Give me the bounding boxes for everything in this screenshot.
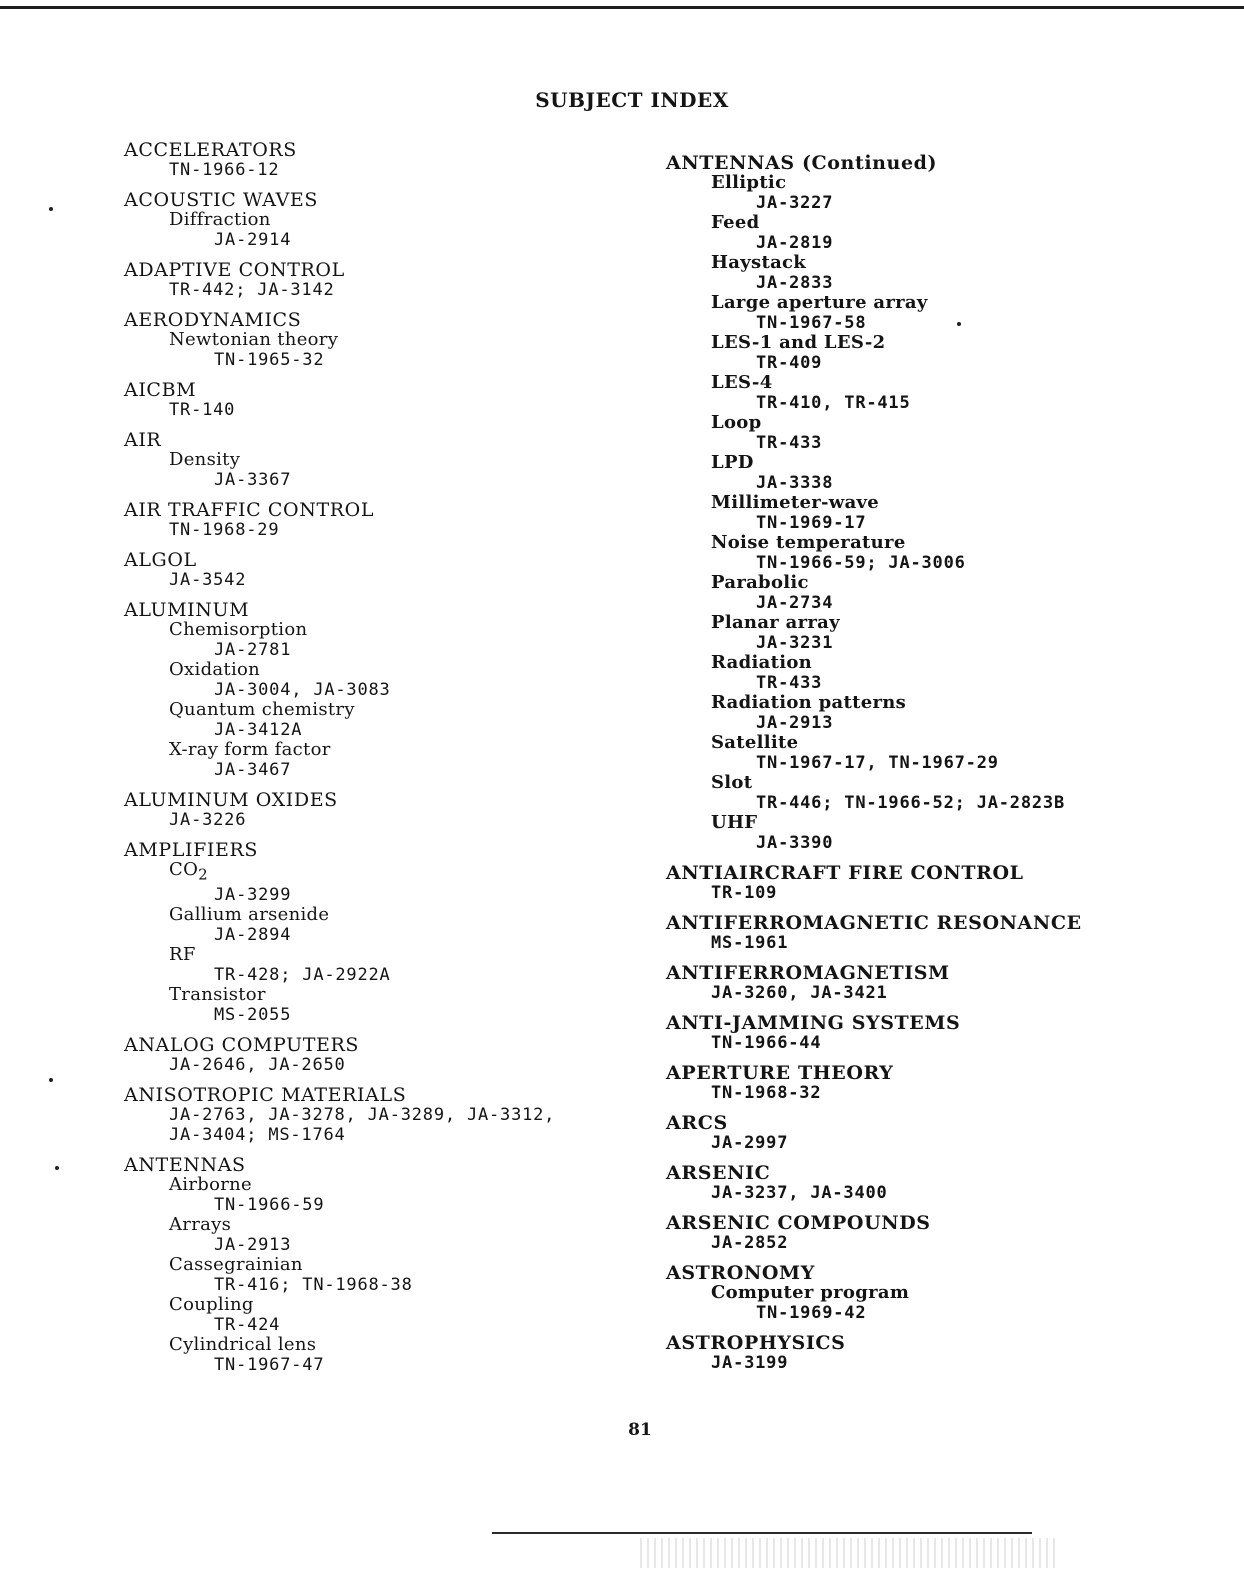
index-reference: JA-2734 [756,593,834,613]
index-reference: TR-416; TN-1968-38 [214,1274,413,1295]
index-entry [124,430,624,490]
index-subentry [124,450,624,490]
index-entry [124,790,624,830]
index-reference: JA-2894 [214,924,292,945]
subheading-label: Airborne [169,1173,252,1195]
index-subheading [169,210,624,230]
index-subheading [169,700,624,720]
index-subentry [666,173,1226,213]
index-reference: JA-2819 [756,233,834,253]
index-reference: JA-3404; MS-1764 [169,1124,346,1145]
index-reference: TR-140 [169,400,236,420]
index-heading: ACOUSTIC WAVES [124,189,318,211]
subheading-label: Quantum chemistry [169,699,355,720]
index-heading: ALUMINUM OXIDES [124,789,338,811]
index-reference: TR-442; JA-3142 [169,280,335,300]
index-subentry [666,413,1226,453]
subheading-label: RF [169,943,196,965]
index-heading: ASTRONOMY [666,1262,815,1284]
index-heading: ARSENIC COMPOUNDS [666,1212,931,1234]
index-heading: AIR [124,429,162,451]
subheading-label: Arrays [169,1213,232,1235]
index-reference: JA-3542 [169,570,247,590]
index-reference: JA-3004, JA-3083 [214,680,391,700]
subheading-label: Large aperture array [711,292,928,313]
index-subentry [124,700,624,740]
index-reference: JA-2781 [214,640,292,660]
index-heading: ALGOL [124,549,197,571]
index-heading: ANTIAIRCRAFT FIRE CONTROL [666,862,1024,884]
index-reference: TN-1969-42 [756,1303,867,1323]
index-subentry [666,573,1226,613]
index-subheading [711,773,1226,793]
index-heading: AIR TRAFFIC CONTROL [124,499,375,521]
subheading-label: Parabolic [711,572,809,593]
index-subheading [169,985,624,1005]
index-subheading [711,653,1226,673]
index-subheading [711,453,1226,473]
index-subentry [666,373,1226,413]
index-subentry [124,330,624,370]
subheading-label: Newtonian theory [169,329,339,350]
index-subentry [124,1295,624,1335]
index-subentry [666,773,1226,813]
index-reference: TN-1965-32 [214,350,325,370]
subheading-label: LES-4 [711,372,773,393]
index-reference: TN-1969-17 [756,513,867,533]
index-entry [124,310,624,370]
index-subentry [124,620,624,660]
index-heading: ANTENNAS [124,1153,246,1176]
index-entry [666,1013,1226,1053]
index-heading: ADAPTIVE CONTROL [124,259,345,281]
index-reference: TN-1966-59 [214,1194,325,1215]
subheading-label: Coupling [169,1293,254,1315]
index-heading: ANALOG COMPUTERS [124,1033,359,1056]
subheading-label: Cylindrical lens [169,1333,317,1355]
index-entry [666,1263,1226,1323]
index-subentry [666,493,1226,533]
index-heading: ACCELERATORS [124,139,297,161]
index-reference: JA-3412A [214,720,303,740]
index-heading: ASTROPHYSICS [666,1332,846,1354]
index-reference: JA-3467 [214,760,292,780]
index-heading: ANTI-JAMMING SYSTEMS [666,1012,961,1034]
subheading-label: Transistor [169,983,266,1005]
index-subentry [666,333,1226,373]
subheading-label: Planar array [711,612,840,633]
index-reference: JA-3231 [756,633,834,653]
index-entry [124,1035,624,1075]
subheading-label: Loop [711,412,762,433]
index-entry [666,1113,1226,1153]
index-reference: TR-424 [214,1314,281,1335]
index-reference: JA-3299 [214,884,292,905]
index-entry [124,550,624,590]
index-reference: TR-409 [756,353,823,373]
index-entry [666,863,1226,903]
index-entry [666,1163,1226,1203]
subheading-label: X-ray form factor [169,739,331,760]
index-subheading [711,213,1226,233]
index-reference: TR-433 [756,673,823,693]
subheading-label: Radiation patterns [711,692,907,713]
index-subheading [711,813,1226,833]
index-subheading [711,293,1226,313]
index-subentry [666,693,1226,733]
index-reference: TR-109 [711,883,778,903]
index-entry [124,840,624,1025]
margin-speck [957,322,961,326]
index-subheading [711,253,1226,273]
index-subentry [124,1255,624,1295]
index-entry [666,1213,1226,1253]
top-rule [0,6,1244,9]
index-heading: ARCS [666,1112,728,1134]
margin-speck [49,207,53,211]
index-entry [124,1155,624,1375]
index-subentry [666,213,1226,253]
index-subentry [666,1283,1226,1323]
index-subentry [666,453,1226,493]
index-entry [666,153,1226,853]
index-heading: ANTENNAS (Continued) [666,152,938,174]
index-reference: TN-1968-29 [169,520,280,540]
index-entry [124,600,624,780]
index-reference: TN-1966-59; JA-3006 [756,553,966,573]
index-subheading [169,620,624,640]
index-subheading [169,660,624,680]
subheading-label: Diffraction [169,209,271,230]
index-reference: JA-3338 [756,473,834,493]
index-heading: APERTURE THEORY [666,1062,894,1084]
subheading-label: Gallium arsenide [169,903,330,925]
index-subentry [666,533,1226,573]
index-reference: TN-1967-58 [756,313,867,333]
index-reference: TR-446; TN-1966-52; JA-2823B [756,793,1065,813]
subheading-label: CO [169,859,199,880]
index-subentry [124,210,624,250]
index-heading: ARSENIC [666,1162,771,1184]
index-column-left [124,140,624,1385]
index-subentry [666,293,1226,333]
index-subentry [666,813,1226,853]
index-subheading [169,1175,624,1195]
index-heading: AICBM [124,379,197,401]
index-subheading [169,1335,624,1355]
index-reference: JA-3260, JA-3421 [711,983,888,1003]
index-reference: JA-2913 [214,1234,292,1255]
subheading-label: Oxidation [169,659,261,680]
subheading-label: Cassegrainian [169,1253,303,1275]
subheading-label: Density [169,449,241,470]
index-subentry [124,905,624,945]
subheading-label: Haystack [711,252,807,273]
index-reference: TR-433 [756,433,823,453]
index-subheading [711,733,1226,753]
index-heading: ALUMINUM [124,599,250,621]
subheading-label: Chemisorption [169,619,308,640]
index-entry [666,913,1226,953]
index-reference: TN-1966-12 [169,160,280,180]
index-entry [124,1085,624,1145]
index-reference: JA-3199 [711,1353,789,1373]
index-reference: JA-2646, JA-2650 [169,1054,346,1075]
index-reference: TN-1966-44 [711,1033,822,1053]
index-reference: TR-428; JA-2922A [214,964,391,985]
index-entry [124,380,624,420]
index-reference: JA-3237, JA-3400 [711,1183,888,1203]
index-subheading [169,945,624,965]
index-reference: TN-1968-32 [711,1083,822,1103]
index-reference: TN-1967-17, TN-1967-29 [756,753,999,773]
subheading-label: Satellite [711,732,799,753]
index-reference: TN-1967-47 [214,1354,325,1375]
index-subentry [124,860,624,905]
index-subheading [711,1283,1226,1303]
index-subheading [711,613,1226,633]
index-reference: JA-2914 [214,230,292,250]
index-entry [124,260,624,300]
index-subheading [711,333,1226,353]
index-subentry [124,945,624,985]
subheading-label: Radiation [711,652,813,673]
index-subheading [169,330,624,350]
index-reference: JA-2763, JA-3278, JA-3289, JA-3312, [169,1104,556,1125]
index-reference: JA-2833 [756,273,834,293]
index-subentry [124,1215,624,1255]
subheading-label: LES-1 and LES-2 [711,332,886,353]
index-subheading [711,413,1226,433]
index-reference: TR-410, TR-415 [756,393,911,413]
index-subentry [666,253,1226,293]
subheading-label: Millimeter-wave [711,492,880,513]
index-subheading [711,533,1226,553]
index-subentry [666,613,1226,653]
index-subheading [169,450,624,470]
index-reference: JA-3226 [169,810,247,830]
page-title: SUBJECT INDEX [535,88,729,112]
index-heading: AMPLIFIERS [124,839,258,861]
index-subentry [666,653,1226,693]
index-reference: JA-3367 [214,470,292,490]
index-subentry [666,733,1226,773]
index-subheading [711,573,1226,593]
index-reference: JA-2913 [756,713,834,733]
margin-speck [55,1166,59,1170]
index-subheading [169,860,624,885]
index-subheading [169,740,624,760]
index-subheading [169,1295,624,1315]
subheading-label: Feed [711,212,760,233]
index-subheading [711,693,1226,713]
index-heading: ANTIFERROMAGNETIC RESONANCE [666,912,1082,934]
index-reference: JA-2997 [711,1133,789,1153]
page-number: 81 [628,1420,652,1440]
index-subheading [711,493,1226,513]
index-subentry [124,985,624,1025]
index-subentry [124,1175,624,1215]
index-subheading [169,905,624,925]
index-reference: MS-1961 [711,933,789,953]
subheading-label: UHF [711,812,758,833]
index-column-right [666,153,1226,1383]
index-heading: ANTIFERROMAGNETISM [666,962,950,984]
index-subentry [124,660,624,700]
index-entry [124,500,624,540]
index-subheading [169,1215,624,1235]
index-subheading [711,373,1226,393]
index-reference: JA-3227 [756,193,834,213]
subheading-subscript: 2 [198,865,208,884]
subheading-label: Slot [711,772,753,793]
margin-speck [49,1078,53,1082]
index-reference: JA-2852 [711,1233,789,1253]
index-entry [124,190,624,250]
index-subentry [124,740,624,780]
index-heading: AERODYNAMICS [124,309,302,331]
index-entry [124,140,624,180]
index-entry [666,963,1226,1003]
subheading-label: Elliptic [711,172,787,193]
scan-noise [640,1538,1060,1568]
index-reference: MS-2055 [214,1004,292,1025]
index-entry [666,1063,1226,1103]
subheading-label: Computer program [711,1282,910,1303]
index-subheading [169,1255,624,1275]
index-subentry [124,1335,624,1375]
index-reference: JA-3390 [756,833,834,853]
index-heading: ANISOTROPIC MATERIALS [124,1083,407,1106]
index-entry [666,1333,1226,1373]
subheading-label: LPD [711,452,754,473]
subheading-label: Noise temperature [711,532,906,553]
bottom-rule [492,1532,1032,1534]
index-subheading [711,173,1226,193]
